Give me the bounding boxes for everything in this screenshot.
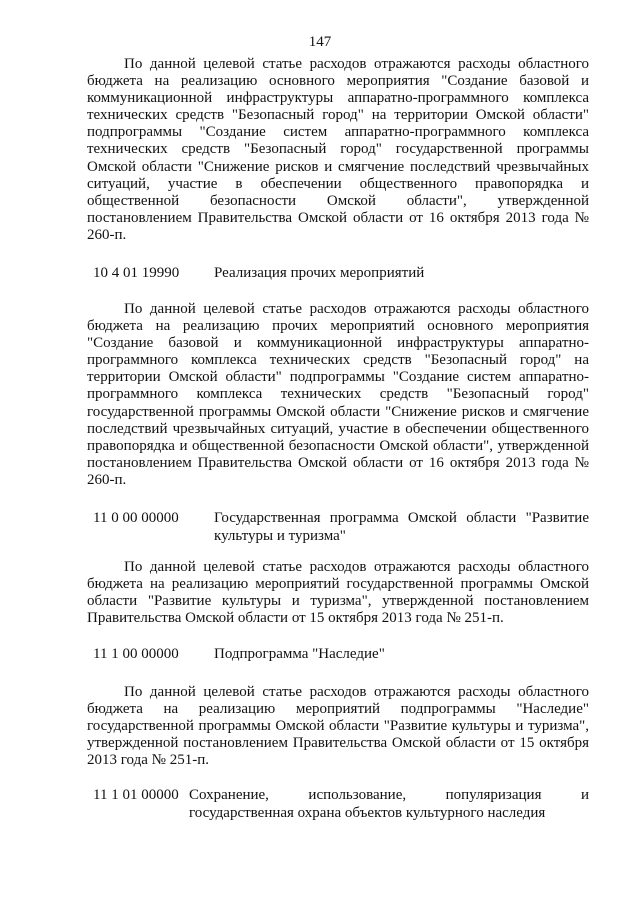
paragraph-4: По данной целевой статье расходов отражаются расходы областного бюджета на реализацию мероприятий подпрограммы "Наследие" государственной программы Омской области "Развитие культуры и туризма", утвержденной постановлением Правительства Омской области от 15 октября 2013 года № 251-п.	[87, 684, 589, 769]
page-number: 147	[308, 34, 332, 50]
heading-code: 10 4 01 19990	[93, 265, 180, 281]
section-heading-11-1-01-00000	[93, 786, 589, 822]
section-heading-11-0-00-00000	[93, 509, 589, 545]
paragraph-1: По данной целевой статье расходов отражаются расходы областного бюджета на реализацию основного мероприятия "Создание базовой и коммуникационной инфраструктуры аппаратно-программного комплекса технических средств "Безопасный город" на территории Омской области" подпрограммы "Создание систем аппаратно-программного комплекса технических средств "Безопасный город" государственной программы Омской области "Снижение рисков и смягчение последствий чрезвычайных ситуаций, участие в обеспечении общественного правопорядка и общественной безопасности Омской области", утвержденной постановлением Правительства Омской области от 16 октября 2013 года № 260-п.	[87, 56, 589, 243]
heading-title: Подпрограмма "Наследие"	[214, 646, 385, 662]
heading-title: Государственная программа Омской области "Развитие культуры и туризма"	[214, 510, 589, 544]
paragraph-3: По данной целевой статье расходов отражаются расходы областного бюджета на реализацию мероприятий государственной программы Омской области "Развитие культуры и туризма", утвержденной постановлением Правительства Омской области от 15 октября 2013 года № 251-п.	[87, 559, 589, 627]
paragraph-2: По данной целевой статье расходов отражаются расходы областного бюджета на реализацию прочих мероприятий основного мероприятия "Создание базовой и коммуникационной инфраструктуры аппаратно-программного комплекса технических средств "Безопасный город" на территории Омской области" подпрограммы "Создание систем аппаратно-программного комплекса технических средств "Безопасный город" государственной программы Омской области "Снижение рисков и смягчение последствий чрезвычайных ситуаций, участие в обеспечении общественного правопорядка и общественной безопасности Омской области", утвержденной постановлением Правительства Омской области от 16 октября 2013 года № 260-п.	[87, 301, 589, 488]
heading-title: Реализация прочих мероприятий	[214, 265, 425, 281]
heading-code: 11 0 00 00000	[93, 510, 179, 526]
heading-code: 11 1 01 00000	[93, 787, 179, 803]
heading-code: 11 1 00 00000	[93, 646, 179, 662]
heading-title: Сохранение, использование, популяризация и государственная охрана объектов культурного наследия	[189, 787, 589, 821]
section-heading-10-4-01-19990	[93, 264, 589, 282]
section-heading-11-1-00-00000	[93, 645, 589, 663]
